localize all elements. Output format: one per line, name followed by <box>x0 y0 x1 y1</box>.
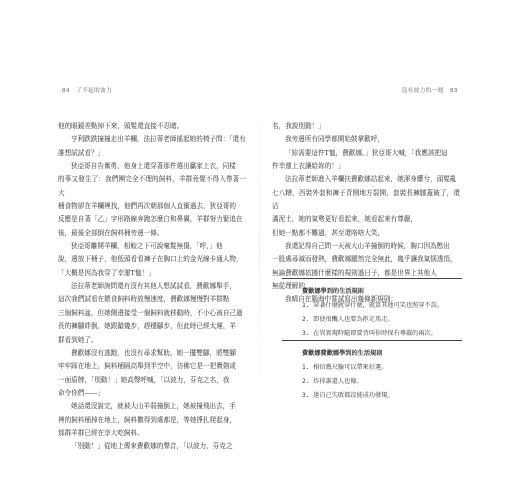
left-page-number: 84 <box>62 88 70 94</box>
text-line: 三個飼料盆，但她側邊接受一個飼料就移動時，不小心被自己過 <box>58 308 243 317</box>
text-line: 牢牢踩在地上，飼料桶隔高舉到半空中，彷佛它是一把寶劍或 <box>58 362 237 371</box>
rules-item: 3. 逢自己失敗都沒能成功發現。 <box>302 392 394 399</box>
text-line: 「妳需要這件T恤，費歡娜，」狄亞哥大喊，「我應該把這 <box>285 148 448 157</box>
text-line: 滿泥土，她的氣勢更好看起來，她看起來有尊嚴， <box>272 215 418 224</box>
rules-box-title: 費歡娜學到的生活規則 <box>302 288 364 295</box>
text-line: 裡的飼料桶掉在地上，飼料撒得到處都是，等她掙扎爬起身， <box>58 415 237 424</box>
left-page-header <box>58 86 112 94</box>
text-line: 一面盾牌，「別動！」她高聲呼喊，「以波力，芬克之名，我 <box>58 375 230 384</box>
text-line: 法拉蒂老師詢問還有沒有其他人想試試看，費歡娜舉手， <box>71 282 236 291</box>
text-line: 法拉蒂老師進入羊欄扶費歡娜站起來，她渾身髒兮，頭髮亂 <box>285 175 457 184</box>
rules-item: 2. 即使很醜人也要為拒走馬走。 <box>302 316 394 323</box>
text-line: 「大概是因為我穿了幸運T恤！」 <box>58 268 155 277</box>
text-line: 但她一點都不難過，甚至還咯咯大笑， <box>272 228 385 237</box>
rules-box-2 <box>282 340 462 403</box>
text-line: 狄亞哥自告奮勇，他身上還穿著那件選出贏家上衣，同樣 <box>71 162 236 171</box>
text-line: 桶食物卻在羊欄裡找，他們再次朝那個人直衝過去，狄亞哥的 <box>58 202 237 211</box>
text-line: 我還記得自己問一天被大山羊撞倒的時候，胸口因為憋出 <box>285 242 450 251</box>
book-gutter <box>259 70 260 430</box>
text-line: 說，邊放下桶子，他低頭看看褲子在胸口上的金光線卡通人物， <box>58 255 243 264</box>
text-line: 誰想試試看？」 <box>58 148 105 157</box>
rules-item: 1. 相信幾尺驗可以帶來好運。 <box>302 364 388 371</box>
text-line: 這次我們試看在餵食飼料時放慢速度，費歡娜慢慢對羊群點 <box>58 295 230 304</box>
text-line: 他的眼鏡差點掉下來，頭髮還直接不忍睹。 <box>58 122 184 130</box>
text-line: 無論費歡娜依據什麼樣的規則過日子，都是世界上其他人 <box>272 268 437 277</box>
left-page-running-title: 了不起的波力 <box>76 88 113 94</box>
rules-item: 3. 在異實現時隨即要背叫你時保有尊嚴的兩次。 <box>302 330 437 337</box>
text-line: 費歡娜沒有逃跑，也沒有尋求幫助，她一擺雙腳，將雙腳 <box>71 348 236 357</box>
left-page-body <box>58 120 246 454</box>
rules-item: 1. 穿著什麼就穿什麼，就算其他可笑也照穿不誤。 <box>302 302 444 309</box>
text-line: 一股處尋滅而發熱，費歡娜顯然完全無此，幾乎讓我氣惱透頂， <box>272 255 457 264</box>
text-line: 命令你們——」 <box>58 388 105 397</box>
text-line: 我晴自在腦海中嘗試寫出幾條新規則： <box>285 295 398 304</box>
rules-item: 2. 炸掉誰還人也像。 <box>302 378 363 385</box>
text-line: 件幸運上衣讓給妳的！」 <box>272 162 345 171</box>
right-page-number: 85 <box>450 88 458 94</box>
right-page-running-title: 沒有波力的一週 <box>401 88 444 94</box>
text-line: 狄亞哥離開羊欄，相較之下可說毫髮無傷，「呼，」他 <box>71 242 223 251</box>
text-line: 長的褲腳絆倒，她跟蹌幾步，趕穩腳步，但此時已經太遲，羊 <box>58 322 237 331</box>
text-line: 她話還沒說完，就被大山羊弱撞倒上，她被撞飛出去，手 <box>71 402 236 411</box>
right-page-header <box>402 86 462 94</box>
text-line: 七八糟，西裝外套和褲子背側地方裂開，套裝長褲膝蓋破了，還沾 <box>272 188 460 211</box>
text-line: 「別動！」從地上傳來費歡娜的聲音，「以波力，芬克之 <box>71 442 233 451</box>
text-line: 無從理解的， <box>272 282 312 291</box>
text-line: 群看到她了。 <box>58 335 98 344</box>
text-line: 的事又發生了：我們團完全不理的飼料，羊群竟覺不得入帶著一大 <box>58 175 246 197</box>
text-line: 反應是自著「乙」字形路線奔跑怎麼白和鼻翼，羊群努力緊追在 <box>58 215 243 224</box>
rules-box-1 <box>282 278 462 341</box>
text-line: 後，最後全部倒在飼料桶旁邊一條。 <box>58 228 164 237</box>
text-line: 名，我說別動！」 <box>272 122 325 130</box>
text-line: 我旁邊所有同學都開始鼓掌歡呼， <box>285 135 384 144</box>
text-line: 那群羊群已經在享大吃飼料。 <box>58 428 144 437</box>
rules-box-title: 費歡娜費歡娜學到的生活規則 <box>302 350 383 357</box>
text-line: 亨利跌跌撞撞走出羊欄，法拉蒂老師搖起她的椅子問：「還有 <box>71 135 246 144</box>
